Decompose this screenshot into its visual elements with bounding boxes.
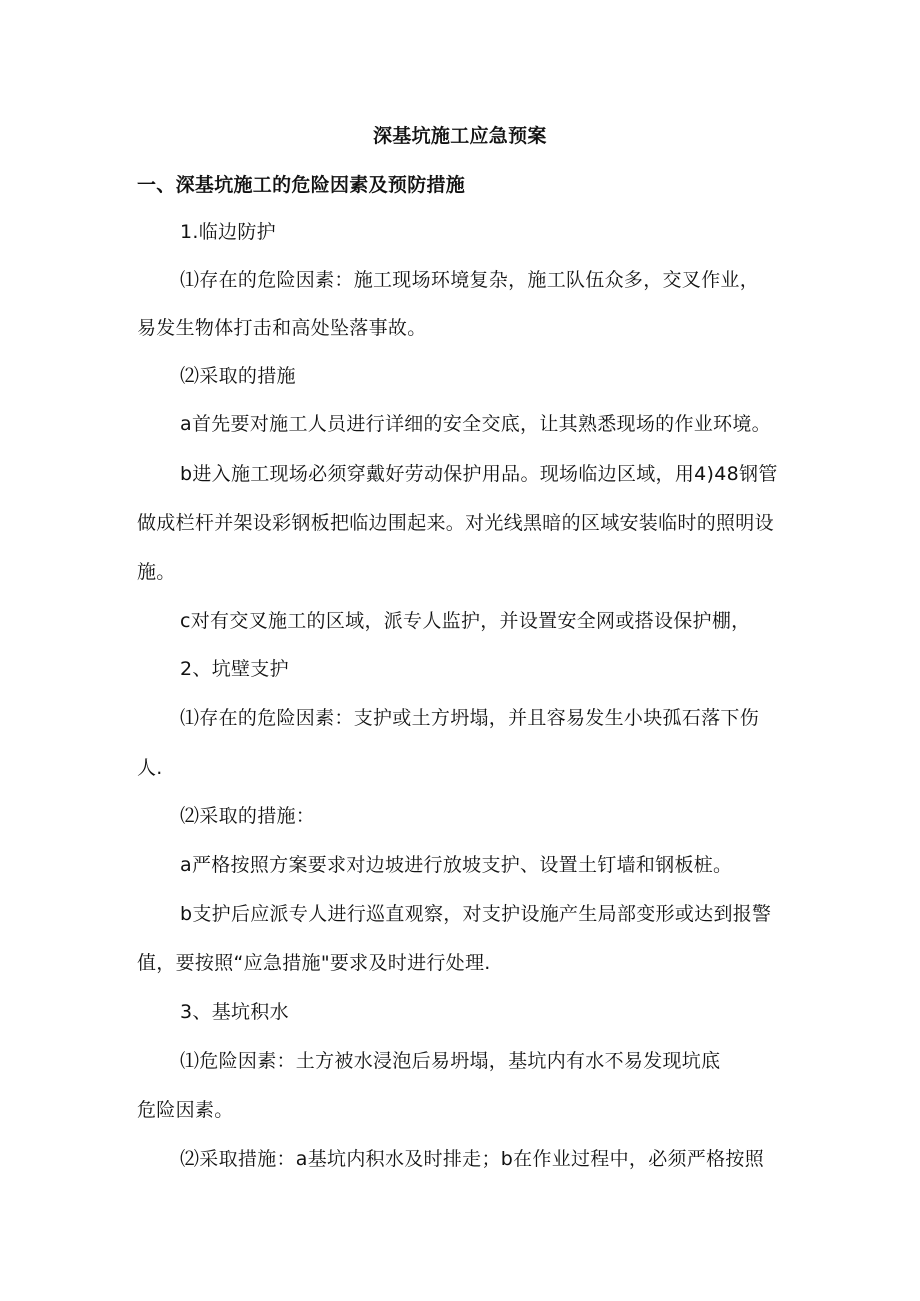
paragraph-line: ⑵采取的措施 [180, 365, 296, 387]
paragraph-line: b支护后应派专人进行巡直观察，对支护设施产生局部变形或达到报警 [180, 903, 772, 925]
paragraph-line: ⑴存在的危险因素：支护或土方坍塌，并且容易发生小块孤石落下伤 [180, 707, 760, 729]
subsection-heading: 2、坑壁支护 [180, 658, 289, 680]
section-heading: 一、深基坑施工的危险因素及预防措施 [137, 174, 466, 196]
subsection-heading: 3、基坑积水 [180, 1001, 289, 1023]
paragraph-line: 施。 [137, 561, 176, 583]
paragraph-line: ⑵采取的措施： [180, 805, 316, 827]
paragraph-line: ⑵采取措施：a基坑内积水及时排走；b在作业过程中，必须严格按照 [180, 1148, 765, 1170]
paragraph-line: c对有交叉施工的区域，派专人监护，并设置安全网或搭设保护棚， [180, 610, 751, 632]
paragraph-line: 人. [137, 757, 163, 779]
paragraph-line: a首先要对施工人员进行详细的安全交底，让其熟悉现场的作业环境。 [180, 413, 771, 435]
paragraph-line: ⑴存在的危险因素：施工现场环境复杂，施工队伍众多，交叉作业， [180, 269, 760, 291]
paragraph-line: b进入施工现场必须穿戴好劳动保护用品。现场临边区域，用4)48钢管 [180, 463, 778, 485]
paragraph-line: 值，要按照“应急措施"要求及时进行处理. [137, 952, 491, 974]
paragraph-line: 做成栏杆并架设彩钢板把临边围起来。对光线黑暗的区域安装临时的照明设 [137, 512, 774, 534]
paragraph-line: 易发生物体打击和高处坠落事故。 [137, 317, 427, 339]
paragraph-line: 危险因素。 [137, 1099, 234, 1121]
subsection-heading: 1.临边防护 [180, 221, 276, 243]
paragraph-line: a严格按照方案要求对边坡进行放坡支护、设置土钉墙和钢板桩。 [180, 854, 733, 876]
paragraph-line: ⑴危险因素：土方被水浸泡后易坍塌，基坑内有水不易发现坑底 [180, 1050, 721, 1072]
document-title: 深基坑施工应急预案 [373, 125, 547, 147]
